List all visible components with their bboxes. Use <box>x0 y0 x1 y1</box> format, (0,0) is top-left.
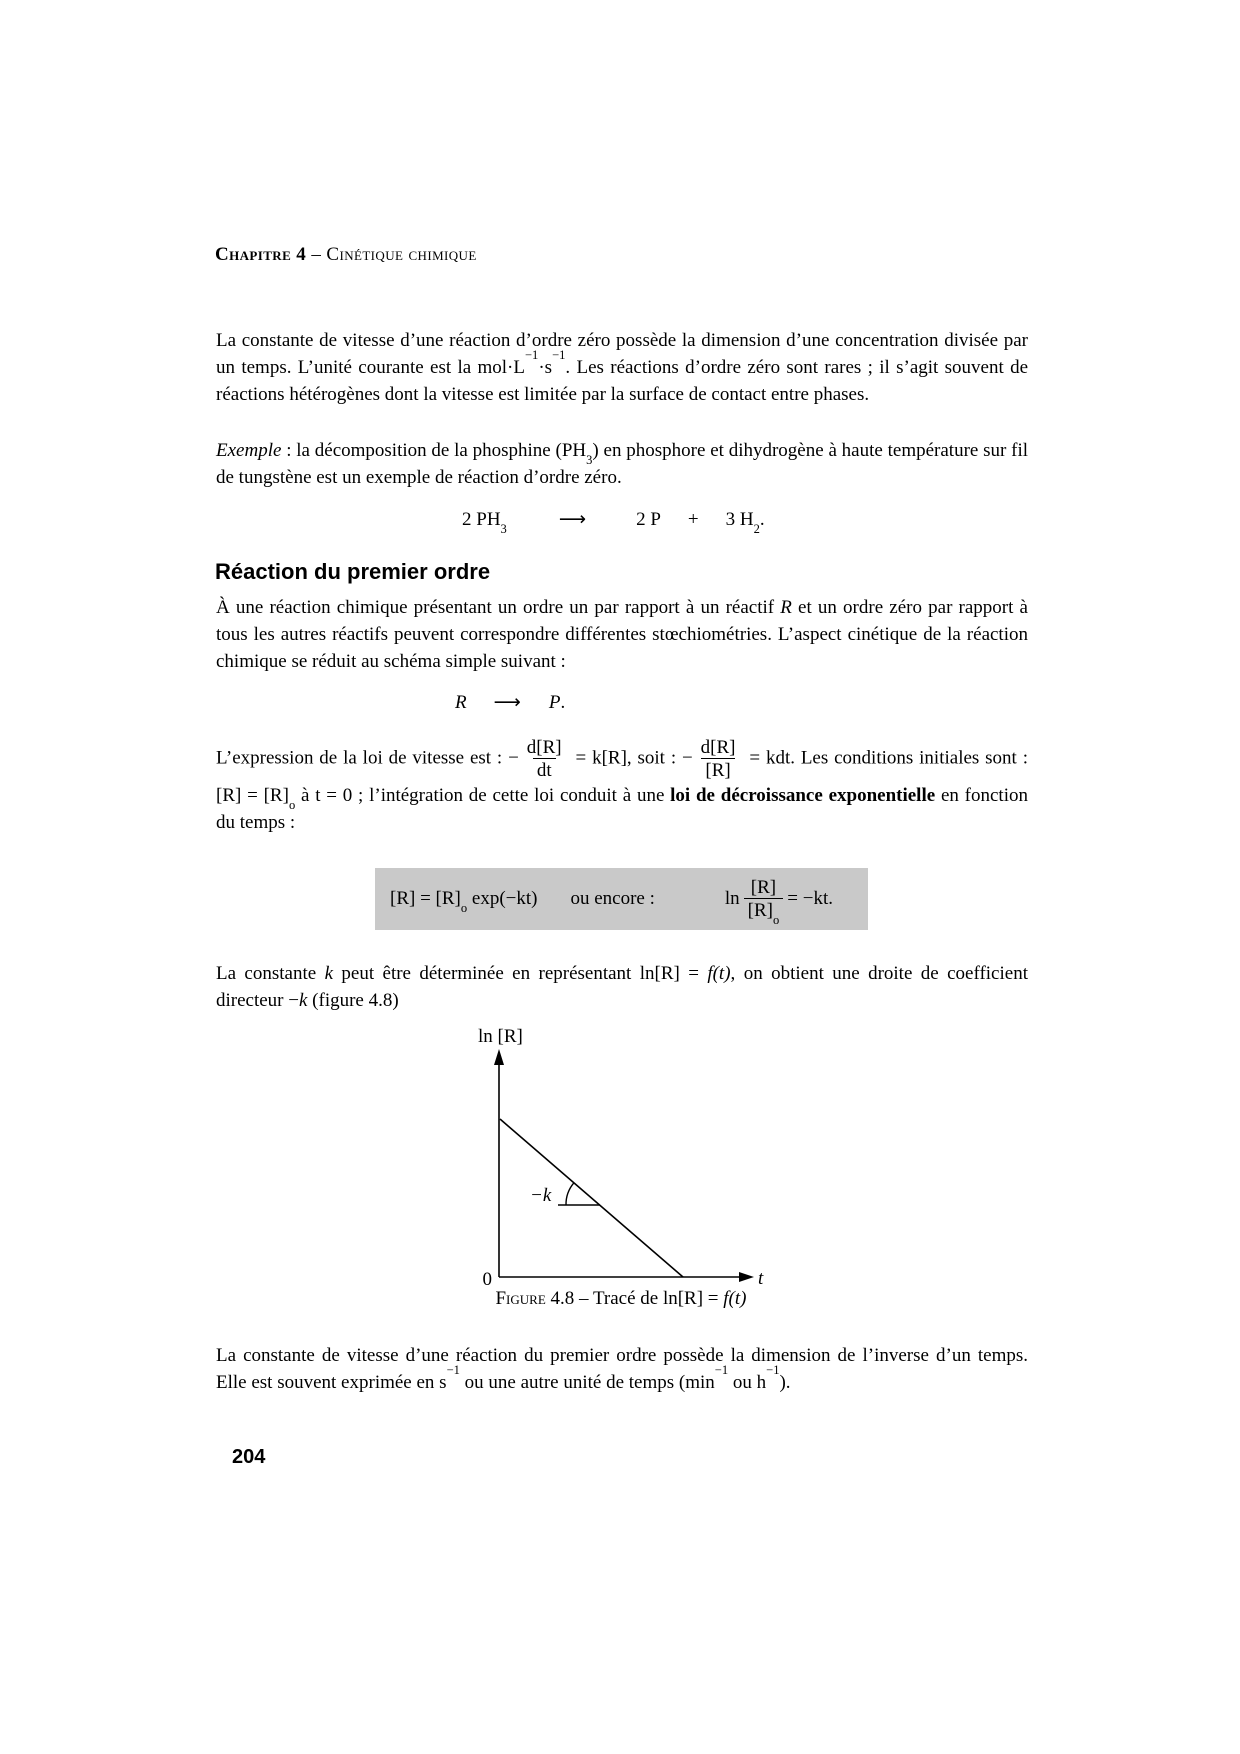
rate-constant-symbol: k <box>298 990 308 1011</box>
first-order-text-2: et un ordre zéro par rapport à tous les autres réactifs peuvent correspondre différentes stœchiométries. L’aspect cinétique de la réaction chimique se réduit au schéma simple suivant : <box>216 597 1028 672</box>
rate-constant-text-2: ou une autre unité de temps (min <box>459 1372 715 1393</box>
fraction-R-Ro <box>744 876 784 928</box>
exponent-minus-one: −1 <box>714 1362 729 1377</box>
slope-text-4: (figure 4.8) <box>307 990 399 1011</box>
fraction-dR-dt <box>523 737 566 782</box>
boxed-law <box>375 868 868 930</box>
exponent-minus-one: −1 <box>552 347 566 362</box>
subscript-o: o <box>773 913 780 928</box>
example-text-1: : la décomposition de la phosphine (PH <box>281 440 587 461</box>
example-text-2: ) en phosphore et dihydrogène à haute température sur fil de tungstène est un exemple de réaction d’ordre zéro. <box>216 440 1029 488</box>
decay-law-bold: loi de décroissance exponentielle <box>670 784 936 806</box>
equation-period: . <box>759 508 765 530</box>
x-axis-arrowhead <box>739 1272 754 1282</box>
chapter-title: Cinétique chimique <box>326 244 477 265</box>
chapter-header <box>215 244 1027 266</box>
chapter-number: Chapitre 4 <box>215 244 307 265</box>
paragraph-first-order <box>216 594 1028 675</box>
denominator-text: [R] <box>747 900 773 921</box>
x-axis-label: t <box>758 1268 764 1289</box>
rate-constant-symbol: k <box>324 963 334 984</box>
chapter-separator: – <box>306 244 327 265</box>
box-lhs-text: [R] = [R] <box>390 888 461 909</box>
rate-constant-text-1: La constante de vitesse d’une réaction du premier ordre possède la dimension de l’inverse d’un temps. Elle est souvent exprimée en s <box>216 1345 1028 1393</box>
subscript-three: 3 <box>500 521 507 536</box>
figure-caption-label: Figure 4.8 <box>495 1288 575 1309</box>
fraction-denominator <box>744 898 784 928</box>
exponent-minus-one: −1 <box>524 347 539 362</box>
rate-constant-text-3: ou h <box>728 1372 767 1393</box>
zero-order-text-2: ·s <box>538 357 553 378</box>
fraction-dR-R <box>697 737 740 782</box>
rate-law-text-5: en fonction du temps : <box>216 784 1028 833</box>
decay-line <box>500 1119 683 1277</box>
subscript-o: o <box>460 901 468 916</box>
page-number: 204 <box>232 1446 266 1468</box>
zero-order-text-3: . Les réactions d’ordre zéro sont rares ; il s’agit souvent de réactions hétérogènes dont la vitesse est limitée par la surface de contact entre phases. <box>216 357 1029 405</box>
fraction-numerator: d[R] <box>526 737 562 758</box>
box-equation-left <box>390 888 538 916</box>
example-lead: Exemple <box>216 440 282 461</box>
box-connector: ou encore : <box>570 888 655 909</box>
dihydrogen-term <box>725 508 765 536</box>
figure-caption-separator: – <box>574 1288 593 1309</box>
fraction-denominator: dt <box>533 758 556 781</box>
zero-order-text-1: La constante de vitesse d’une réaction d’ordre zéro possède la dimension d’une concentration divisée par un temps. L’unité courante est la mol·L <box>216 330 1028 378</box>
product-symbol: P <box>548 691 561 713</box>
section-heading: Réaction du premier ordre <box>215 559 491 584</box>
paragraph-rate-constant <box>216 1342 1028 1396</box>
slope-text-2: peut être déterminée en représentant ln[R] = <box>333 963 708 984</box>
subscript-three: 3 <box>586 453 593 468</box>
right-arrow-icon: ⟶ <box>493 692 521 713</box>
box-lhs-exp: exp(−kt) <box>467 888 538 909</box>
dihydrogen-coef: 3 H <box>725 508 754 530</box>
y-axis-arrowhead <box>494 1049 504 1065</box>
figure-graph <box>470 1022 770 1292</box>
phosphine-coef: 2 PH <box>462 508 501 530</box>
paragraph-slope <box>216 960 1028 1014</box>
reactant-symbol: R <box>455 691 467 713</box>
slope-text-1: La constante <box>216 963 325 984</box>
equation-phosphine <box>215 508 1240 536</box>
slope-text-3: , on obtient une droite de coefficient directeur − <box>216 963 1028 1011</box>
figure-caption-math: f(t) <box>723 1288 747 1309</box>
right-arrow-icon: ⟶ <box>558 509 587 530</box>
paragraph-example <box>216 437 1028 491</box>
exponent-minus-one: −1 <box>766 1362 780 1377</box>
fraction-numerator: d[R] <box>700 737 736 758</box>
first-order-text-1: À une réaction chimique présentant un ordre un par rapport à un réactif <box>216 597 781 618</box>
plus-sign: + <box>687 508 699 530</box>
figure-caption <box>215 1288 1027 1310</box>
y-axis-label: ln [R] <box>478 1026 523 1047</box>
rate-law-text-3: = kdt. Les conditions initiales sont : [R] = [R] <box>216 747 1028 806</box>
function-symbol: f(t) <box>707 963 731 984</box>
rate-law-text-4: à t = 0 ; l’intégration de cette loi conduit à une <box>295 784 671 806</box>
rate-law-text-1: L’expression de la loi de vitesse est : − <box>216 747 519 769</box>
phosphine-lhs <box>462 508 507 536</box>
reactant-symbol: R <box>780 597 792 618</box>
ln-operator: ln <box>724 888 740 909</box>
fraction-numerator: [R] <box>750 876 777 898</box>
box-equation-right <box>724 876 833 928</box>
paragraph-rate-law <box>216 737 1028 836</box>
subscript-two: 2 <box>753 521 760 536</box>
fraction-denominator: [R] <box>701 758 734 781</box>
subscript-o: o <box>288 797 296 812</box>
slope-label: −k <box>530 1185 552 1206</box>
angle-arc <box>566 1183 574 1205</box>
rate-constant-text-4: ). <box>779 1372 791 1393</box>
exponent-minus-one: −1 <box>446 1362 460 1377</box>
origin-label: 0 <box>482 1269 492 1290</box>
figure-caption-text: Tracé de ln[R] = <box>592 1288 724 1309</box>
phosphorus-term: 2 P <box>636 508 661 530</box>
equation-period: . <box>560 691 566 713</box>
rate-law-text-2: = k[R], soit : − <box>569 747 693 769</box>
equation-r-to-p <box>215 691 1240 714</box>
paragraph-zero-order <box>216 327 1028 408</box>
box-rhs: = −kt. <box>787 888 833 909</box>
